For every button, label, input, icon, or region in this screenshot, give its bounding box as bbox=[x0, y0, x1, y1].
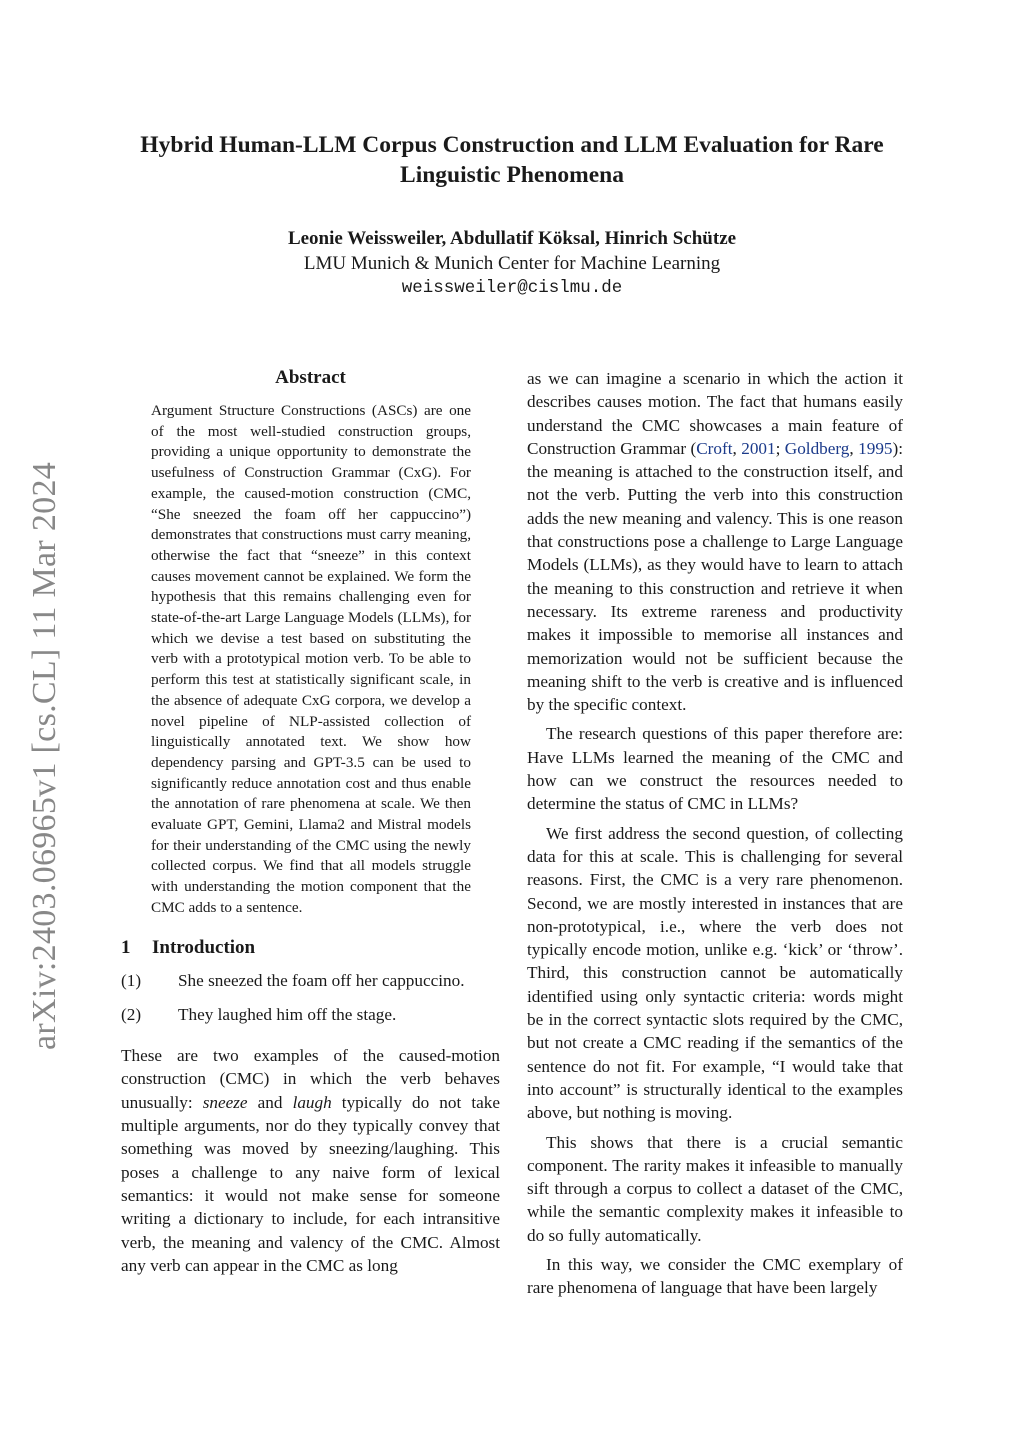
title-block bbox=[100, 130, 924, 190]
text-run: , bbox=[849, 438, 859, 458]
paper-title-line-2: Linguistic Phenomena bbox=[400, 162, 624, 188]
intro-paragraph-1-continued bbox=[527, 367, 903, 716]
example-number: (1) bbox=[121, 970, 142, 990]
intro-paragraph-2: The research questions of this paper therefore are: Have LLMs learned the meaning of the CMC and how can we construct the resources needed to determine the status of CMC in LLMs? bbox=[527, 724, 903, 814]
intro-paragraph-1 bbox=[121, 1044, 500, 1277]
text-run: , bbox=[732, 438, 742, 458]
author-email[interactable]: weissweiler@cislmu.de bbox=[401, 278, 623, 298]
right-column bbox=[527, 367, 903, 1300]
affiliation: LMU Munich & Munich Center for Machine Learning bbox=[303, 253, 721, 274]
section-heading-introduction bbox=[121, 935, 500, 961]
abstract-heading: Abstract bbox=[275, 367, 346, 388]
left-column bbox=[121, 365, 500, 1277]
abstract-text: Argument Structure Constructions (ASCs) are one of the most well-studied construction groups, providing a unique opportunity to demonstrate the usefulness of Construction Grammar (CxG). For example, the caused-motion construction (CMC, “She sneezed the foam off her cappuccino”) demonstrates that constructions must carry meaning, otherwise the fact that “sneeze” in this context causes movement cannot be explained. We form the hypothesis that this remains challenging even for state-of-the-art Large Language Models (LLMs), for which we devise a test based on substituting the verb with a prototypical motion verb. To be able to perform this test at statistically significant scale, in the absence of adequate CxG corpora, we develop a novel pipeline of NLP-assisted collection of linguistically annotated text. We show how dependency parsing and GPT-3.5 can be used to significantly reduce annotation cost and thus enable the annotation of rare phenomena at scale. We then evaluate GPT, Gemini, Llama2 and Mistral models for their understanding of the CMC using the newly collected corpus. We find that all models struggle with understanding the motion component that the CMC adds to a sentence. bbox=[151, 402, 471, 916]
example-text: She sneezed the foam off her cappuccino. bbox=[178, 970, 465, 990]
intro-paragraph-5: In this way, we consider the CMC exemplary of rare phenomena of language that have been largely bbox=[527, 1254, 903, 1298]
text-run: typically do not take multiple arguments, nor do they typically convey that something was moved by sneezing/laughing. This poses a challenge to any naive form of lexical semantics: it would not make sense for someone writing a dictionary to include, for each intransitive verb, the meaning and valency of the CMC. Almost any verb can appear in the CMC as long bbox=[121, 1092, 500, 1275]
citation-croft-year[interactable]: 2001 bbox=[741, 438, 776, 458]
citation-croft[interactable]: Croft bbox=[696, 438, 733, 458]
example-2 bbox=[121, 1003, 500, 1026]
text-run: ; bbox=[775, 438, 785, 458]
text-run: and bbox=[247, 1092, 293, 1112]
arxiv-stamp: arXiv:2403.06965v1 [cs.CL] 11 Mar 2024 bbox=[26, 461, 63, 1050]
citation-goldberg-year[interactable]: 1995 bbox=[858, 438, 893, 458]
section-title: Introduction bbox=[152, 936, 256, 958]
emphasis-sneeze: sneeze bbox=[202, 1092, 248, 1112]
intro-paragraph-4: This shows that there is a crucial semantic component. The rarity makes it infeasible to manually sift through a corpus to collect a dataset of the CMC, while the semantic complexity makes it infeasible to do so fully automatically. bbox=[527, 1132, 903, 1245]
text-run: These are two examples of the caused-motion construction (CMC) in which the verb behaves unusually: bbox=[121, 1046, 500, 1112]
section-number: 1 bbox=[121, 936, 131, 958]
emphasis-laugh: laugh bbox=[292, 1092, 332, 1112]
author-block bbox=[100, 226, 924, 301]
intro-paragraph-3: We first address the second question, of collecting data for this at scale. This is challenging for several reasons. First, the CMC is a very rare phenomenon. Second, we are mostly interested in instances that are non-prototypical, i.e., where the verb does not typically encode motion, unlike e.g. ‘kick’ or ‘throw’. Third, this construction cannot be automatically identified using only syntactic criteria: words might be in the correct syntactic slots required by the CMC, but not create a CMC reading if the semantics of the sentence do not fit. For example, “I would take that into account” is structurally identical to the examples above, but nothing is moving. bbox=[527, 823, 903, 1123]
paper-title-line-1: Hybrid Human-LLM Corpus Construction and LLM Evaluation for Rare bbox=[140, 132, 884, 158]
citation-goldberg[interactable]: Goldberg bbox=[784, 438, 850, 458]
example-text: They laughed him off the stage. bbox=[178, 1004, 397, 1024]
text-run: ): the meaning is attached to the construction itself, and not the verb. Putting the verb into this construction adds the new meaning and valency. This is one reason that constructions pose a challenge to Large Language Models (LLMs), as they would have to learn to attach the meaning to this construction and retrieve it when necessary. Its extreme rareness and productivity makes it impossible to memorise all instances and memorization would not be sufficient because the meaning shift to the verb is creative and is influenced by the specific context. bbox=[527, 438, 903, 715]
example-number: (2) bbox=[121, 1004, 142, 1024]
author-names: Leonie Weissweiler, Abdullatif Köksal, Hinrich Schütze bbox=[287, 228, 737, 249]
example-1 bbox=[121, 969, 500, 992]
text-run: as we can imagine a scenario in which the action it describes causes motion. The fact that humans easily understand the CMC showcases a main feature of Construction Grammar ( bbox=[527, 369, 903, 458]
